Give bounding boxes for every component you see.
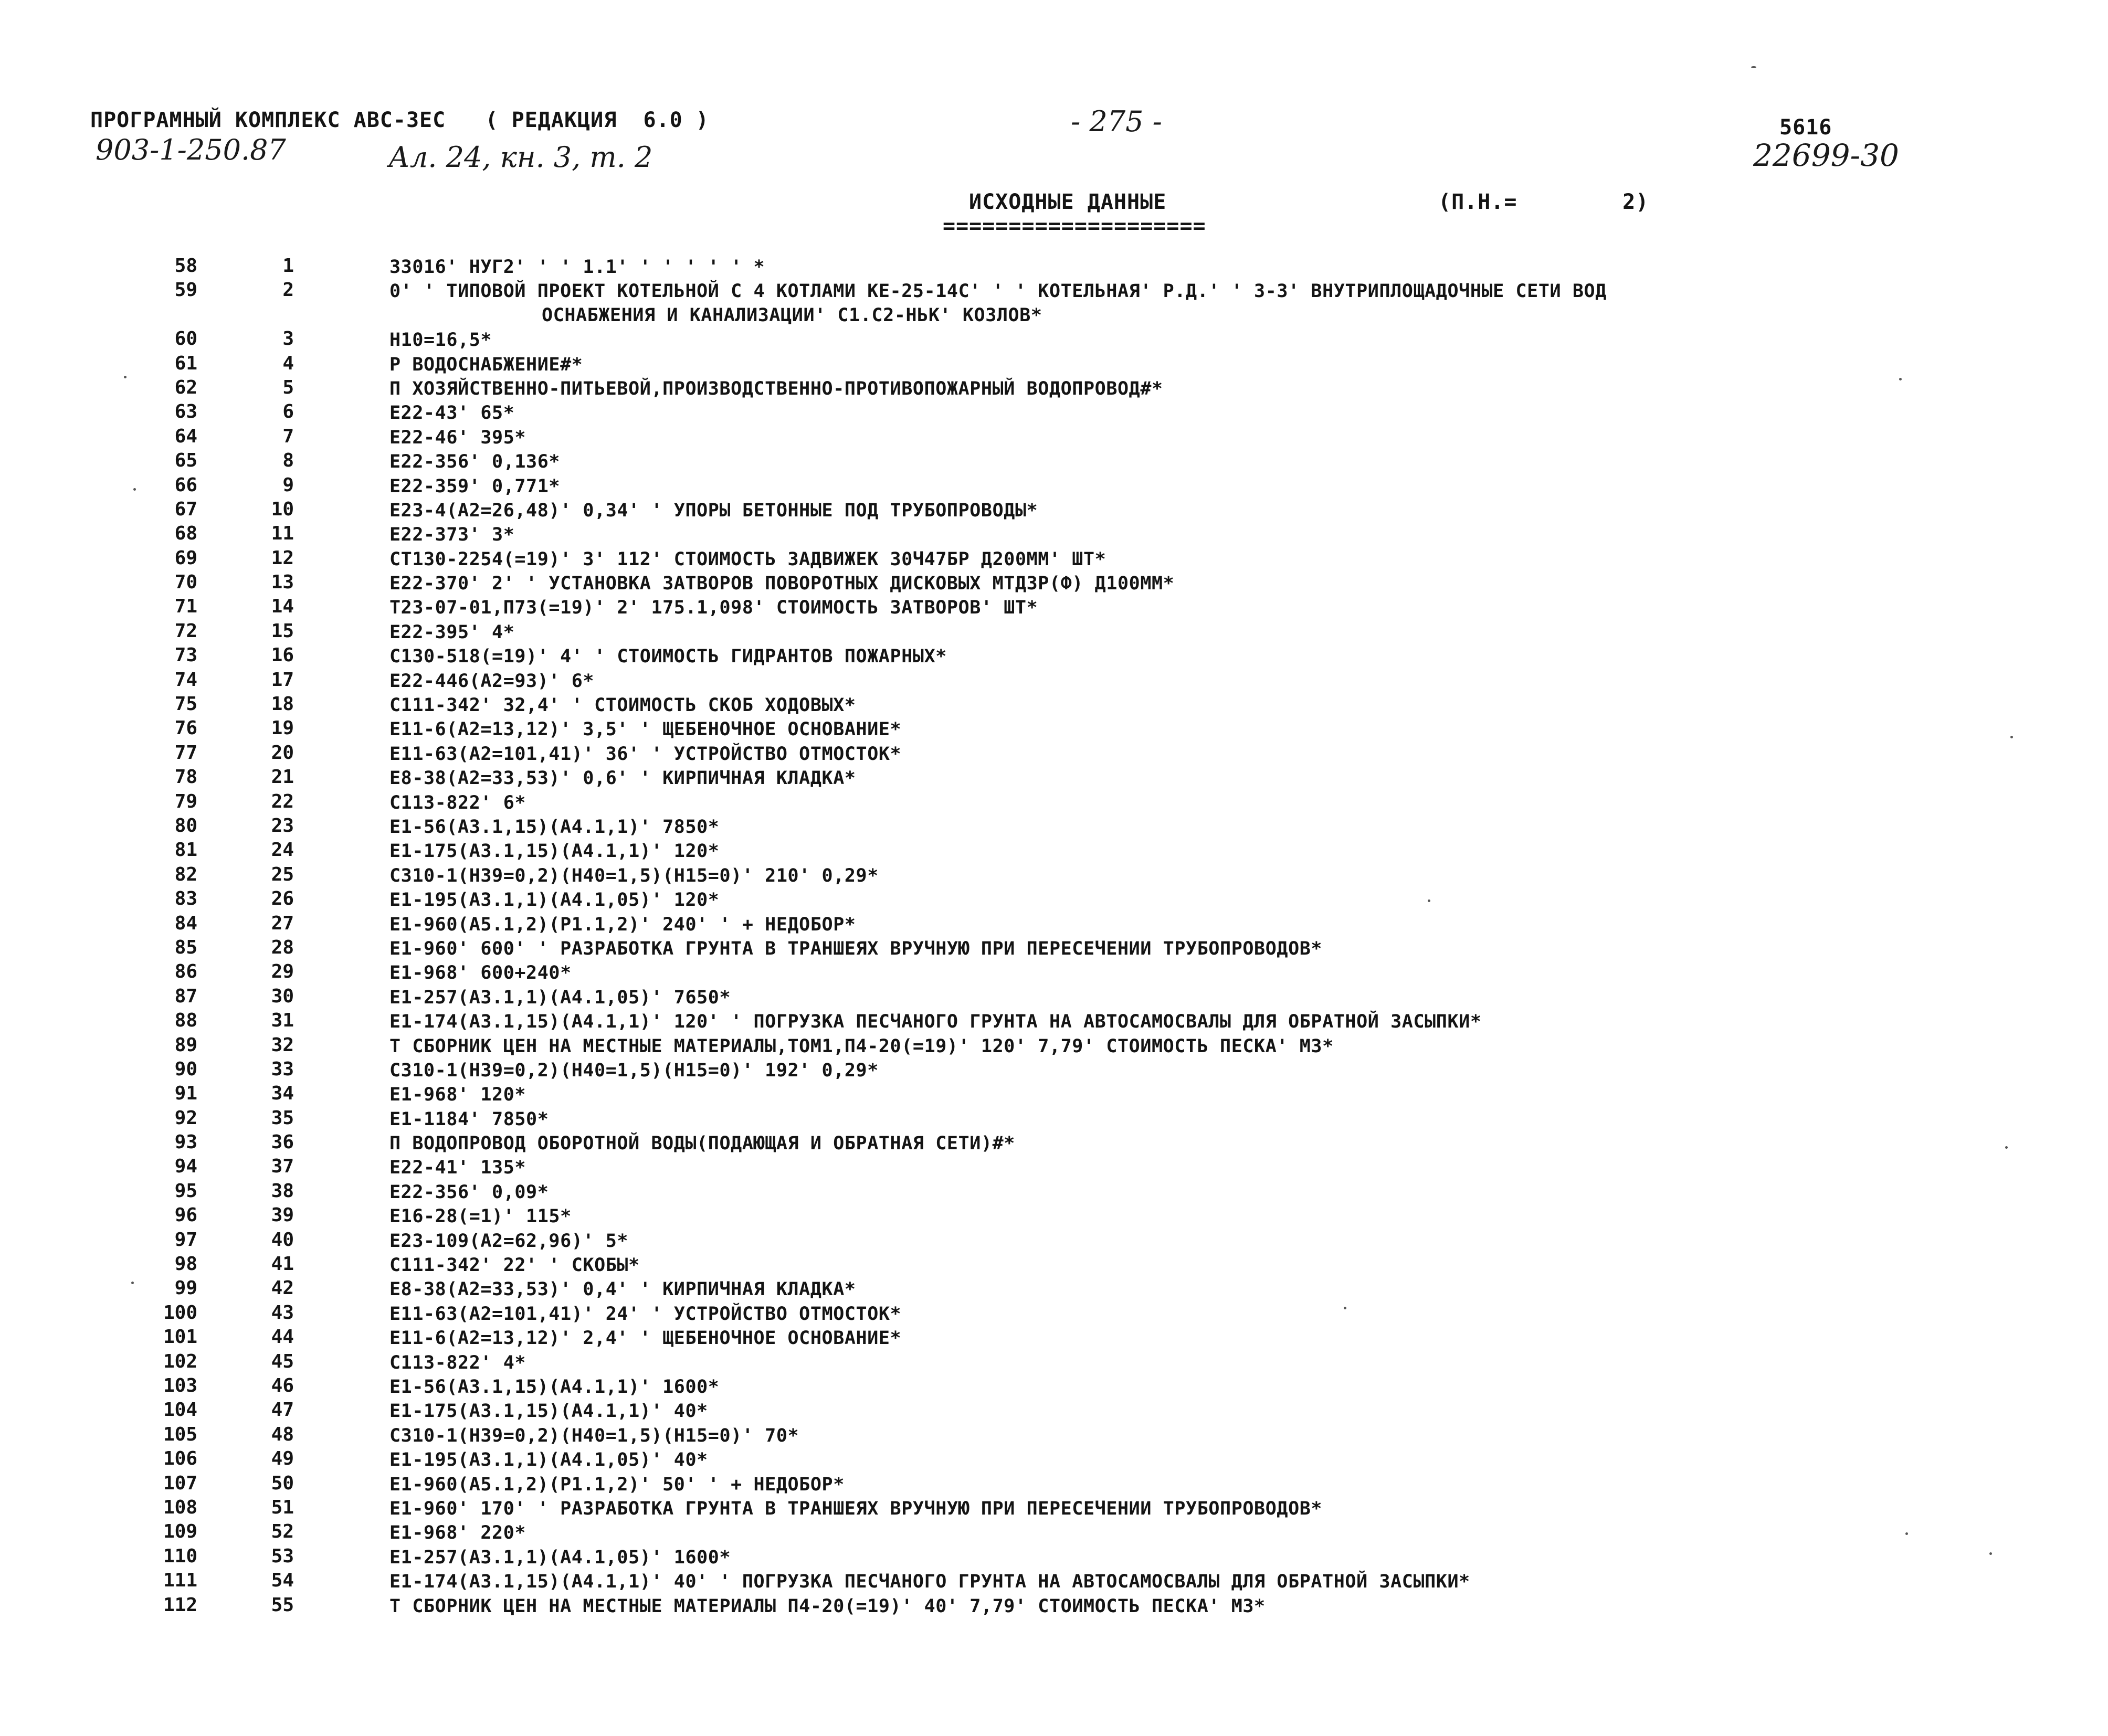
record-index: 51	[271, 1496, 294, 1518]
line-number: 89	[174, 1034, 197, 1056]
listing-row	[0, 328, 2108, 352]
record-text-main: Е1-960(А5.1,2)(Р1.1,2)' 240' ' + НЕДОБОР*	[389, 914, 856, 935]
line-number: 100	[163, 1301, 197, 1324]
record-index: 20	[271, 742, 294, 764]
record-text-main: Е23-4(А2=26,48)' 0,34' ' УПОРЫ БЕТОННЫЕ ПОД ТРУБОПРОВОДЫ*	[389, 500, 1038, 521]
record-index: 39	[271, 1204, 294, 1226]
record-text	[389, 1058, 2080, 1083]
record-index: 18	[271, 693, 294, 715]
line-number: 112	[163, 1594, 197, 1616]
line-number: 61	[174, 352, 197, 374]
record-index: 3	[282, 328, 294, 350]
record-index: 49	[271, 1448, 294, 1470]
line-number: 87	[174, 985, 197, 1007]
listing-row	[0, 1010, 2108, 1034]
record-text	[389, 742, 2080, 766]
line-number: 88	[174, 1010, 197, 1032]
record-text	[389, 255, 2080, 279]
record-text-main: Е1-960' 600' ' РАЗРАБОТКА ГРУНТА В ТРАНШЕЯХ ВРУЧНУЮ ПРИ ПЕРЕСЕЧЕНИИ ТРУБОПРОВОДОВ*	[389, 938, 1323, 959]
record-text	[389, 864, 2080, 888]
listing-row	[0, 1277, 2108, 1301]
record-text	[389, 328, 2080, 352]
record-text	[389, 1546, 2080, 1570]
record-index: 38	[271, 1180, 294, 1202]
line-number: 86	[174, 961, 197, 983]
record-text	[389, 913, 2080, 937]
record-text-main: Е22-356' 0,136*	[389, 451, 561, 473]
listing-row	[0, 1546, 2108, 1570]
line-number: 73	[174, 644, 197, 666]
program-title-line: ПРОГРАМНЫЙ КОМПЛЕКС АВС-3ЕС ( РЕДАКЦИЯ 6.0 )	[90, 108, 709, 132]
record-text	[389, 1351, 2080, 1375]
listing-row	[0, 1204, 2108, 1229]
record-text	[389, 815, 2080, 839]
record-text	[389, 791, 2080, 815]
record-text	[389, 1107, 2080, 1131]
record-text-main: Е1-56(А3.1,15)(А4.1,1)' 1600*	[389, 1376, 720, 1398]
handwritten-project-code: 903-1-250.87	[96, 133, 286, 166]
record-index: 24	[271, 839, 294, 861]
listing-row	[0, 255, 2108, 279]
record-text-main: Е1-1184' 7850*	[389, 1108, 549, 1130]
listing-row	[0, 669, 2108, 693]
record-index: 21	[271, 766, 294, 788]
record-text-main: П ВОДОПРОВОД ОБОРОТНОЙ ВОДЫ(ПОДАЮЩАЯ И ОБРАТНАЯ СЕТИ)#*	[389, 1133, 1015, 1155]
listing-row	[0, 742, 2108, 766]
record-index: 27	[271, 912, 294, 934]
line-number: 65	[174, 450, 197, 472]
line-number: 62	[174, 376, 197, 398]
record-index: 54	[271, 1570, 294, 1592]
listing-row	[0, 1302, 2108, 1326]
document-ref-number: 5616	[1779, 115, 1832, 140]
record-index: 41	[271, 1253, 294, 1275]
record-text-main: Е1-174(А3.1,15)(А4.1,1)' 120' ' ПОГРУЗКА ПЕСЧАНОГО ГРУНТА НА АВТОСАМОСВАЛЫ ДЛЯ ОБРАТНОЙ ЗАСЫПКИ*	[389, 1011, 1482, 1033]
record-text-main: Е1-175(А3.1,15)(А4.1,1)' 120*	[389, 841, 720, 862]
listing-row	[0, 571, 2108, 596]
line-number: 108	[163, 1496, 197, 1518]
record-text-main: Е22-41' 135*	[389, 1157, 526, 1179]
record-text-main: Е22-43' 65*	[389, 403, 515, 424]
record-index: 44	[271, 1326, 294, 1348]
record-text-main: Е1-174(А3.1,15)(А4.1,1)' 40' ' ПОГРУЗКА ПЕСЧАНОГО ГРУНТА НА АВТОСАМОСВАЛЫ ДЛЯ ОБРАТНОЙ ЗАСЫПКИ*	[389, 1571, 1470, 1593]
listing-row	[0, 1131, 2108, 1156]
scan-speck	[1344, 1307, 1346, 1309]
line-number: 74	[174, 669, 197, 691]
listing-row	[0, 547, 2108, 571]
record-text-main: Е22-370' 2' ' УСТАНОВКА ЗАТВОРОВ ПОВОРОТНЫХ ДИСКОВЫХ МТДЗР(Ф) Д100ММ*	[389, 573, 1175, 595]
scan-speck	[2005, 1146, 2008, 1149]
record-text-main: 0' ' ТИПОВОЙ ПРОЕКТ КОТЕЛЬНОЙ С 4 КОТЛАМИ КЕ-25-14С' ' ' КОТЕЛЬНАЯ' Р.Д.' ' 3-3' ВНУТРИПЛОЩАДОЧНЫЕ СЕТИ ВОД	[389, 281, 1607, 302]
record-text-main: С130-518(=19)' 4' ' СТОИМОСТЬ ГИДРАНТОВ ПОЖАРНЫХ*	[389, 646, 947, 668]
line-number: 109	[163, 1521, 197, 1543]
input-data-listing	[0, 255, 2108, 1618]
record-text-main: С310-1(Н39=0,2)(Н40=1,5)(Н15=0)' 70*	[389, 1425, 799, 1446]
listing-row	[0, 1107, 2108, 1131]
listing-row	[0, 913, 2108, 937]
listing-row	[0, 353, 2108, 377]
line-number: 107	[163, 1472, 197, 1494]
record-index: 14	[271, 596, 294, 618]
scan-speck	[2010, 736, 2013, 738]
record-text	[389, 401, 2080, 425]
record-text-main: Е1-257(А3.1,1)(А4.1,05)' 1600*	[389, 1547, 731, 1568]
listing-row	[0, 1034, 2108, 1058]
record-index: 42	[271, 1277, 294, 1299]
record-index: 36	[271, 1131, 294, 1153]
line-number: 80	[174, 815, 197, 837]
listing-row	[0, 1156, 2108, 1180]
line-number: 91	[174, 1083, 197, 1105]
record-text-main: С111-342' 32,4' ' СТОИМОСТЬ СКОБ ХОДОВЫХ*	[389, 695, 856, 716]
line-number: 83	[174, 888, 197, 910]
line-number: 103	[163, 1374, 197, 1396]
listing-row	[0, 1180, 2108, 1204]
listing-row	[0, 693, 2108, 717]
record-text	[389, 377, 2080, 401]
line-number: 77	[174, 742, 197, 764]
scan-speck	[1751, 66, 1756, 68]
record-index: 32	[271, 1034, 294, 1056]
record-text	[389, 839, 2080, 863]
record-text-main: Т СБОРНИК ЦЕН НА МЕСТНЫЕ МАТЕРИАЛЫ П4-20(=19)' 40' 7,79' СТОИМОСТЬ ПЕСКА' М3*	[389, 1595, 1266, 1617]
scan-speck	[131, 1282, 134, 1284]
scan-speck	[1428, 899, 1430, 902]
listing-row	[0, 1473, 2108, 1497]
record-index: 53	[271, 1545, 294, 1567]
record-text-main: Е1-960' 170' ' РАЗРАБОТКА ГРУНТА В ТРАНШЕЯХ ВРУЧНУЮ ПРИ ПЕРЕСЕЧЕНИИ ТРУБОПРОВОДОВ*	[389, 1498, 1323, 1519]
record-text	[389, 1326, 2080, 1350]
listing-row	[0, 791, 2108, 815]
record-text	[389, 1473, 2080, 1497]
listing-row	[0, 1448, 2108, 1472]
record-index: 25	[271, 863, 294, 885]
record-text	[389, 426, 2080, 450]
record-index: 7	[282, 425, 294, 447]
record-index: 31	[271, 1010, 294, 1032]
record-index: 8	[282, 450, 294, 472]
line-number: 58	[174, 255, 197, 277]
listing-row	[0, 377, 2108, 401]
listing-row	[0, 766, 2108, 790]
record-index: 34	[271, 1083, 294, 1105]
record-index: 35	[271, 1107, 294, 1129]
record-text	[389, 1570, 2080, 1594]
listing-row	[0, 839, 2108, 863]
record-text-main: Е11-63(А2=101,41)' 36' ' УСТРОЙСТВО ОТМОСТОК*	[389, 743, 902, 765]
record-index: 15	[271, 620, 294, 642]
listing-row	[0, 986, 2108, 1010]
listing-row	[0, 815, 2108, 839]
listing-row	[0, 644, 2108, 669]
record-text	[389, 1448, 2080, 1472]
record-text	[389, 1399, 2080, 1423]
line-number: 79	[174, 790, 197, 812]
section-title: ИСХОДНЫЕ ДАННЫЕ	[969, 190, 1167, 214]
scan-speck	[1899, 378, 1902, 380]
listing-row	[0, 1229, 2108, 1253]
record-text	[389, 547, 2080, 571]
record-text	[389, 1424, 2080, 1448]
record-text-main: Е1-195(А3.1,1)(А4.1,05)' 120*	[389, 890, 720, 911]
record-text	[389, 450, 2080, 474]
record-text-main: Е1-56(А3.1,15)(А4.1,1)' 7850*	[389, 817, 720, 838]
record-index: 12	[271, 547, 294, 569]
record-text	[389, 644, 2080, 669]
record-index: 50	[271, 1472, 294, 1494]
record-text	[389, 499, 2080, 523]
scan-speck	[1905, 1532, 1908, 1535]
line-number: 110	[163, 1545, 197, 1567]
record-text-main: 33016' НУГ2' ' ' 1.1' ' ' ' ' ' *	[389, 257, 765, 278]
record-text	[389, 1302, 2080, 1326]
record-index: 10	[271, 498, 294, 520]
listing-row	[0, 474, 2108, 499]
line-number: 69	[174, 547, 197, 569]
line-number: 66	[174, 474, 197, 496]
record-text	[389, 596, 2080, 620]
line-number: 85	[174, 936, 197, 958]
record-text	[389, 353, 2080, 377]
line-number: 81	[174, 839, 197, 861]
record-text	[389, 1180, 2080, 1204]
record-text-main: Е1-195(А3.1,1)(А4.1,05)' 40*	[389, 1449, 708, 1471]
listing-row	[0, 1058, 2108, 1083]
section-parameter: (П.Н.= 2)	[1438, 190, 1649, 214]
record-index: 5	[282, 376, 294, 398]
record-text-main: Е22-356' 0,09*	[389, 1181, 549, 1203]
line-number: 68	[174, 523, 197, 545]
record-text-main: Е11-6(А2=13,12)' 3,5' ' ЩЕБЕНОЧНОЕ ОСНОВАНИЕ*	[389, 719, 902, 740]
record-text	[389, 1083, 2080, 1107]
record-text	[389, 1521, 2080, 1545]
record-index: 13	[271, 571, 294, 594]
line-number: 59	[174, 279, 197, 301]
record-index: 43	[271, 1301, 294, 1324]
record-text	[389, 1034, 2080, 1058]
record-text-main: Е8-38(А2=33,53)' 0,6' ' КИРПИЧНАЯ КЛАДКА*	[389, 768, 856, 789]
record-text	[389, 986, 2080, 1010]
listing-row	[0, 1521, 2108, 1545]
record-index: 47	[271, 1399, 294, 1421]
record-text	[389, 474, 2080, 499]
record-text-main: С111-342' 22' ' СКОБЫ*	[389, 1255, 640, 1276]
record-text-main: С310-1(Н39=0,2)(Н40=1,5)(Н15=0)' 210' 0,29*	[389, 865, 879, 886]
record-index: 6	[282, 401, 294, 423]
listing-row	[0, 523, 2108, 547]
record-text-main: Е1-960(А5.1,2)(Р1.1,2)' 50' ' + НЕДОБОР*	[389, 1474, 845, 1495]
record-index: 52	[271, 1521, 294, 1543]
listing-row	[0, 450, 2108, 474]
record-text-main: Е22-395' 4*	[389, 621, 515, 643]
line-number: 111	[163, 1570, 197, 1592]
record-text	[389, 1594, 2080, 1618]
record-index: 1	[282, 255, 294, 277]
listing-row	[0, 961, 2108, 985]
listing-row	[0, 1326, 2108, 1350]
line-number: 78	[174, 766, 197, 788]
record-text	[389, 279, 2080, 327]
listing-row	[0, 717, 2108, 742]
record-index: 29	[271, 961, 294, 983]
line-number: 98	[174, 1253, 197, 1275]
record-text-main: Е11-6(А2=13,12)' 2,4' ' ЩЕБЕНОЧНОЕ ОСНОВАНИЕ*	[389, 1328, 902, 1349]
line-number: 71	[174, 596, 197, 618]
line-number: 101	[163, 1326, 197, 1348]
record-index: 16	[271, 644, 294, 666]
listing-row	[0, 1399, 2108, 1423]
line-number: 90	[174, 1058, 197, 1080]
scan-speck	[1989, 1552, 1992, 1555]
record-text	[389, 693, 2080, 717]
record-index: 2	[282, 279, 294, 301]
record-text	[389, 1253, 2080, 1277]
listing-row	[0, 888, 2108, 912]
record-text	[389, 1156, 2080, 1180]
line-number: 64	[174, 425, 197, 447]
record-text-main: Р ВОДОСНАБЖЕНИЕ#*	[389, 354, 583, 375]
line-number: 60	[174, 328, 197, 350]
record-text-main: Е1-968' 220*	[389, 1522, 526, 1544]
record-index: 22	[271, 790, 294, 812]
listing-row	[0, 1497, 2108, 1521]
listing-row	[0, 1375, 2108, 1399]
record-index: 26	[271, 888, 294, 910]
section-title-underline: ====================	[943, 214, 1206, 238]
record-text-main: Т СБОРНИК ЦЕН НА МЕСТНЫЕ МАТЕРИАЛЫ,ТОМ1,П4-20(=19)' 120' 7,79' СТОИМОСТЬ ПЕСКА' М3*	[389, 1035, 1334, 1057]
record-index: 45	[271, 1350, 294, 1372]
record-index: 33	[271, 1058, 294, 1080]
line-number: 92	[174, 1107, 197, 1129]
record-text-main: С113-822' 4*	[389, 1352, 526, 1373]
line-number: 96	[174, 1204, 197, 1226]
line-number: 75	[174, 693, 197, 715]
record-text-main: П ХОЗЯЙСТВЕННО-ПИТЬЕВОЙ,ПРОИЗВОДСТВЕННО-ПРОТИВОПОЖАРНЫЙ ВОДОПРОВОД#*	[389, 378, 1163, 399]
record-text-main: Е1-257(А3.1,1)(А4.1,05)' 7650*	[389, 987, 731, 1008]
record-text-main: Е1-968' 120*	[389, 1084, 526, 1106]
record-text-main: СТ130-2254(=19)' 3' 112' СТОИМОСТЬ ЗАДВИЖЕК 30Ч47БР Д200ММ' ШТ*	[389, 548, 1106, 570]
line-number: 93	[174, 1131, 197, 1153]
scan-speck	[133, 488, 136, 491]
record-text	[389, 766, 2080, 790]
record-text-main: С113-822' 6*	[389, 792, 526, 813]
record-text-continuation: ОСНАБЖЕНИЯ И КАНАЛИЗАЦИИ' С1.С2-НЬК' КОЗЛОВ*	[542, 305, 1042, 326]
record-text-main: Н10=16,5*	[389, 330, 492, 351]
record-text	[389, 1277, 2080, 1301]
listing-row	[0, 864, 2108, 888]
record-index: 40	[271, 1229, 294, 1251]
listing-row	[0, 1594, 2108, 1618]
listing-row	[0, 620, 2108, 644]
record-text-main: Е22-373' 3*	[389, 524, 515, 546]
line-number: 76	[174, 717, 197, 739]
record-text	[389, 961, 2080, 985]
record-text-main: С310-1(Н39=0,2)(Н40=1,5)(Н15=0)' 192' 0,29*	[389, 1060, 879, 1081]
page-number: - 275 -	[1071, 105, 1162, 138]
record-index: 46	[271, 1374, 294, 1396]
line-number: 67	[174, 498, 197, 520]
record-text	[389, 620, 2080, 644]
line-number: 94	[174, 1156, 197, 1178]
handwritten-sheet-code: 22699-30	[1753, 137, 1899, 173]
record-text	[389, 1375, 2080, 1399]
record-text-main: Е23-109(А2=62,96)' 5*	[389, 1230, 629, 1252]
record-text	[389, 1204, 2080, 1229]
record-index: 11	[271, 523, 294, 545]
record-index: 4	[282, 352, 294, 374]
line-number: 72	[174, 620, 197, 642]
line-number: 95	[174, 1180, 197, 1202]
record-text-main: Е22-446(А2=93)' 6*	[389, 670, 595, 692]
record-text	[389, 1131, 2080, 1156]
record-text	[389, 717, 2080, 742]
record-index: 9	[282, 474, 294, 496]
record-index: 55	[271, 1594, 294, 1616]
record-text	[389, 1497, 2080, 1521]
record-text-main: Т23-07-01,П73(=19)' 2' 175.1,098' СТОИМОСТЬ ЗАТВОРОВ' ШТ*	[389, 597, 1038, 619]
line-number: 97	[174, 1229, 197, 1251]
record-index: 19	[271, 717, 294, 739]
line-number: 70	[174, 571, 197, 594]
record-text-main: Е22-359' 0,771*	[389, 475, 561, 497]
record-index: 17	[271, 669, 294, 691]
record-text	[389, 888, 2080, 912]
listing-row	[0, 1424, 2108, 1448]
listing-row	[0, 937, 2108, 961]
listing-row	[0, 1083, 2108, 1107]
line-number: 63	[174, 401, 197, 423]
record-text	[389, 1229, 2080, 1253]
record-index: 30	[271, 985, 294, 1007]
listing-row	[0, 499, 2108, 523]
record-index: 28	[271, 936, 294, 958]
line-number: 82	[174, 863, 197, 885]
record-text	[389, 571, 2080, 596]
record-text-main: Е8-38(А2=33,53)' 0,4' ' КИРПИЧНАЯ КЛАДКА*	[389, 1279, 856, 1300]
record-text-main: Е11-63(А2=101,41)' 24' ' УСТРОЙСТВО ОТМОСТОК*	[389, 1303, 902, 1325]
record-text	[389, 1010, 2080, 1034]
handwritten-album-ref: Ал. 24, кн. 3, т. 2	[388, 141, 653, 174]
listing-row	[0, 596, 2108, 620]
scan-speck	[124, 376, 127, 378]
record-index: 48	[271, 1423, 294, 1445]
record-text	[389, 669, 2080, 693]
line-number: 99	[174, 1277, 197, 1299]
record-text	[389, 523, 2080, 547]
listing-row	[0, 1253, 2108, 1277]
record-text-main: Е16-28(=1)' 115*	[389, 1206, 572, 1227]
line-number: 102	[163, 1350, 197, 1372]
listing-row	[0, 1570, 2108, 1594]
line-number: 84	[174, 912, 197, 934]
record-text	[389, 937, 2080, 961]
line-number: 106	[163, 1448, 197, 1470]
record-text-main: Е22-46' 395*	[389, 427, 526, 448]
record-text-main: Е1-175(А3.1,15)(А4.1,1)' 40*	[389, 1401, 708, 1422]
line-number: 104	[163, 1399, 197, 1421]
record-index: 23	[271, 815, 294, 837]
listing-row	[0, 279, 2108, 328]
line-number: 105	[163, 1423, 197, 1445]
listing-row	[0, 1351, 2108, 1375]
record-index: 37	[271, 1156, 294, 1178]
listing-row	[0, 426, 2108, 450]
record-text-main: Е1-968' 600+240*	[389, 962, 572, 984]
listing-row	[0, 401, 2108, 425]
